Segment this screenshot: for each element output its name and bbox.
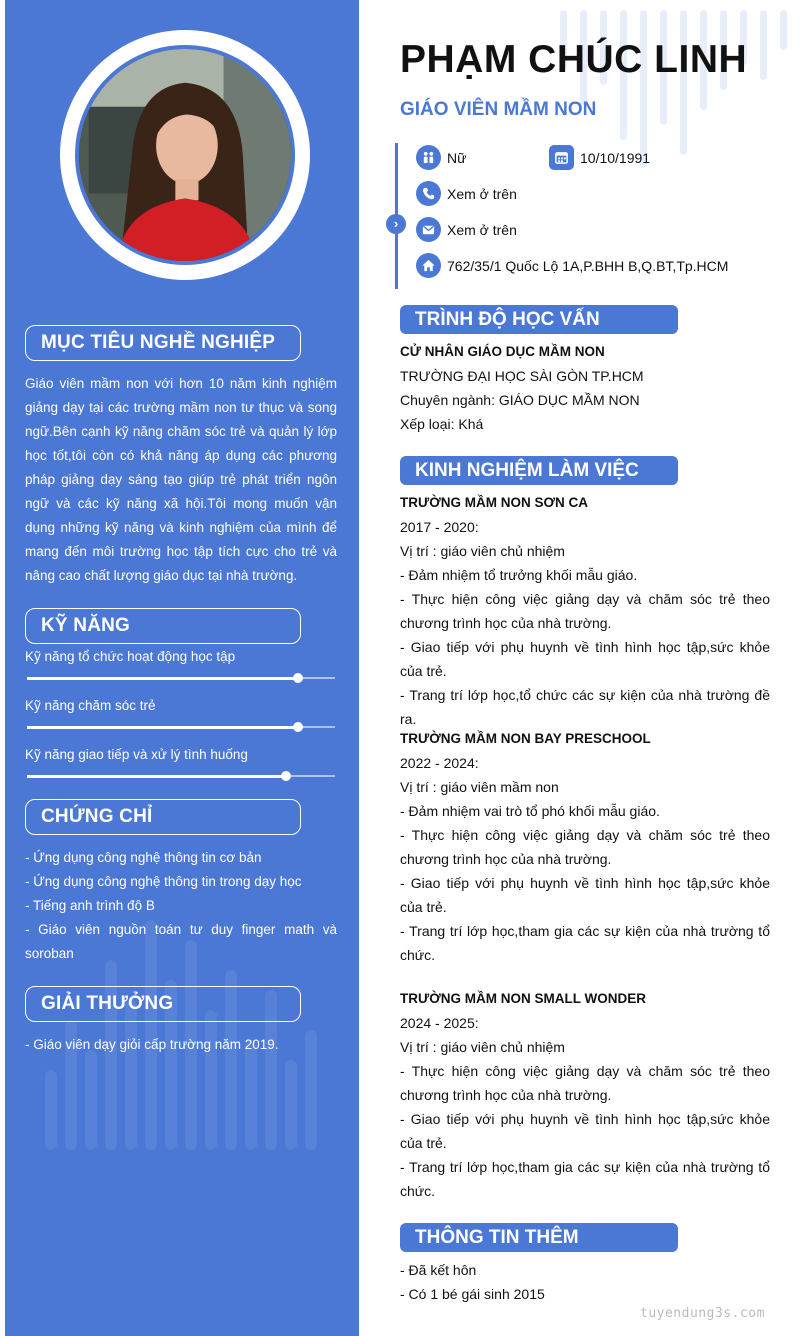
list-item: - Đã kết hôn xyxy=(400,1262,477,1278)
skill-bar-fill xyxy=(27,775,286,778)
gender-value: Nữ xyxy=(447,149,467,166)
contact-phone xyxy=(416,181,517,206)
mail-icon xyxy=(416,217,441,242)
job-position: Vị trí : giáo viên chủ nhiệm xyxy=(400,1039,565,1055)
skill-name: Kỹ năng chăm sóc trẻ xyxy=(25,698,156,713)
job-position: Vị trí : giáo viên chủ nhiệm xyxy=(400,543,565,559)
contact-gender xyxy=(416,145,466,170)
job-period: 2024 - 2025: xyxy=(400,1015,479,1031)
section-title-education: TRÌNH ĐỘ HỌC VẤN xyxy=(400,305,678,334)
job-duty: - Trang trí lớp học,tham gia các sự kiện của nhà trường tổ chức. xyxy=(400,923,770,963)
job-duty: - Giao tiếp với phụ huynh về tình hình học tập,sức khỏe của trẻ. xyxy=(400,1111,770,1151)
contact-address xyxy=(416,253,728,278)
job-duty: - Thực hiện công việc giảng dạy và chăm sóc trẻ theo chương trình học của nhà trường. xyxy=(400,1063,770,1103)
skill-bar-fill xyxy=(27,677,298,680)
skill-bar-knob xyxy=(281,771,291,781)
job-duty: - Trang trí lớp học,tổ chức các sự kiện của nhà trường đề ra. xyxy=(400,687,770,727)
skill-name: Kỹ năng tổ chức hoạt động học tập xyxy=(25,649,236,664)
list-item: - Ứng dụng công nghệ thông tin cơ bản xyxy=(25,850,262,865)
chevron-right-icon: › xyxy=(386,214,406,234)
company-name: TRƯỜNG MẦM NON SƠN CA xyxy=(400,495,588,510)
phone-value: Xem ở trên xyxy=(447,185,517,202)
home-icon xyxy=(416,253,441,278)
certificate-list xyxy=(25,846,337,966)
job-entry xyxy=(400,491,770,731)
degree: CỬ NHÂN GIÁO DỤC MẦM NON xyxy=(400,344,605,359)
extra-block xyxy=(400,1258,770,1306)
job-entry xyxy=(400,727,770,967)
job-entry xyxy=(400,987,770,1203)
contact-email xyxy=(416,217,517,242)
school: TRƯỜNG ĐẠI HỌC SÀI GÒN TP.HCM xyxy=(400,368,644,384)
job-duty: - Thực hiện công việc giảng dạy và chăm sóc trẻ theo chương trình học của nhà trường. xyxy=(400,827,770,867)
skill-name: Kỹ năng giao tiếp và xử lý tình huống xyxy=(25,747,248,762)
job-title: GIÁO VIÊN MẦM NON xyxy=(400,99,597,120)
list-item: - Giáo viên dạy giỏi cấp trường năm 2019. xyxy=(25,1037,279,1052)
people-icon xyxy=(416,145,441,170)
section-title-objective: MỤC TIÊU NGHỀ NGHIỆP xyxy=(25,325,301,361)
job-duty: - Thực hiện công việc giảng dạy và chăm sóc trẻ theo chương trình học của nhà trường. xyxy=(400,591,770,631)
major: Chuyên ngành: GIÁO DỤC MẦM NON xyxy=(400,392,640,408)
list-item: - Có 1 bé gái sinh 2015 xyxy=(400,1286,545,1302)
company-name: TRƯỜNG MẦM NON SMALL WONDER xyxy=(400,991,646,1006)
portrait-photo xyxy=(79,49,291,261)
award-list xyxy=(25,1033,337,1057)
job-period: 2022 - 2024: xyxy=(400,755,479,771)
address-value: 762/35/1 Quốc Lộ 1A,P.BHH B,Q.BT,Tp.HCM xyxy=(447,257,729,274)
job-duty: - Giao tiếp với phụ huynh về tình hình học tập,sức khỏe của trẻ. xyxy=(400,639,770,679)
candidate-name: PHẠM CHÚC LINH xyxy=(400,38,748,81)
job-duty: - Đảm nhiệm tổ trưởng khối mẫu giáo. xyxy=(400,567,638,583)
skill-bar-fill xyxy=(27,726,298,729)
rank: Xếp loại: Khá xyxy=(400,416,484,432)
dob-value: 10/10/1991 xyxy=(580,149,651,166)
skill-bar xyxy=(27,677,335,679)
phone-icon xyxy=(416,181,441,206)
skill-bar-knob xyxy=(293,673,303,683)
company-name: TRƯỜNG MẦM NON BAY PRESCHOOL xyxy=(400,731,651,746)
job-period: 2017 - 2020: xyxy=(400,519,479,535)
skill-bar xyxy=(27,775,335,777)
job-duty: - Đảm nhiệm vai trò tổ phó khối mẫu giáo. xyxy=(400,803,660,819)
job-duty: - Giao tiếp với phụ huynh về tình hình học tập,sức khỏe của trẻ. xyxy=(400,875,770,915)
education-block xyxy=(400,340,770,436)
watermark: tuyendung3s.com xyxy=(640,1306,765,1321)
objective-text: Giáo viên mầm non với hơn 10 năm kinh nghiệm giảng dạy tại các trường mầm non tư thục và song ngữ.Bên cạnh kỹ năng chăm sóc trẻ và quản lý lớp học tốt,tôi còn có khả năng áp dụng các phương pháp giảng dạy sáng tạo giúp trẻ phát triển ngôn ngữ và các kỹ năng xã hội.Tôi mong muốn vận dụng những kỹ năng và kinh nghiệm của mình để mang đến môi trường học tập tích cực cho trẻ và nâng cao chất lượng giáo dục tại nhà trường. xyxy=(25,376,337,583)
section-title-awards: GIẢI THƯỞNG xyxy=(25,986,301,1022)
skill-bar xyxy=(27,726,335,728)
contact-dob xyxy=(549,145,650,170)
job-duty: - Trang trí lớp học,tham gia các sự kiện của nhà trường tổ chức. xyxy=(400,1159,770,1199)
left-sidebar xyxy=(5,0,359,1336)
list-item: - Tiếng anh trình độ B xyxy=(25,898,155,913)
calendar-icon xyxy=(549,145,574,170)
section-title-certificates: CHỨNG CHỈ xyxy=(25,799,301,835)
skill-bar-knob xyxy=(293,722,303,732)
section-title-extra: THÔNG TIN THÊM xyxy=(400,1223,678,1252)
list-item: - Ứng dụng công nghệ thông tin trong dạy học xyxy=(25,874,302,889)
job-position: Vị trí : giáo viên mầm non xyxy=(400,779,559,795)
list-item: - Giáo viên nguồn toán tư duy finger math và soroban xyxy=(25,922,337,961)
section-title-skills: KỸ NĂNG xyxy=(25,608,301,644)
section-title-experience: KINH NGHIỆM LÀM VIỆC xyxy=(400,456,678,485)
email-value: Xem ở trên xyxy=(447,221,517,238)
avatar xyxy=(75,45,295,265)
